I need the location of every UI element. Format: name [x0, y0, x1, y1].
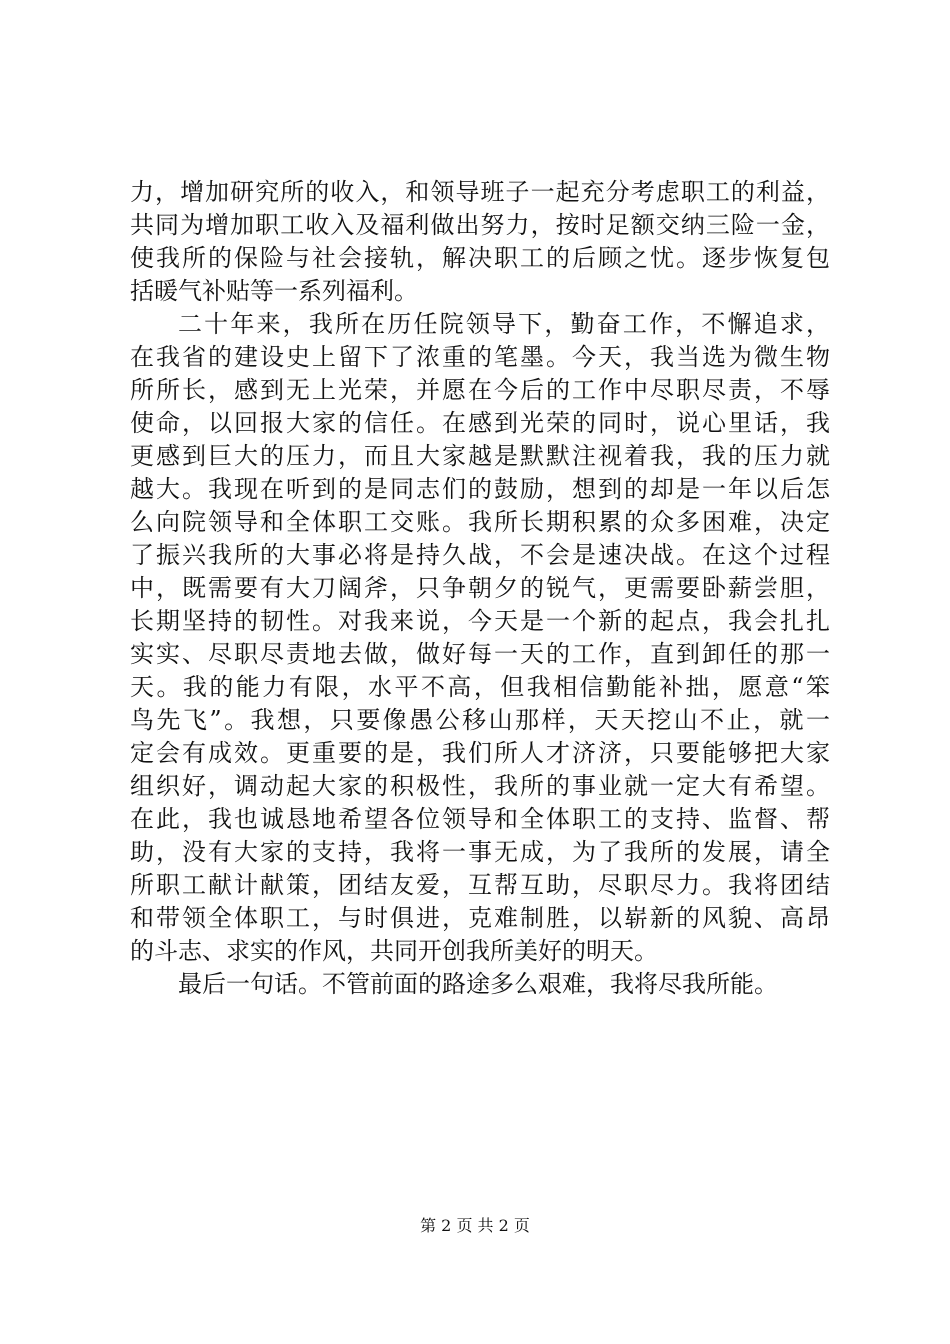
paragraph-2-line: 鸟先飞”。我想，只要像愚公移山那样，天天挖山不止，就一 [130, 706, 830, 734]
paragraph-2-line: 定会有成效。更重要的是，我们所人才济济，只要能够把大家 [130, 739, 830, 767]
page-footer [0, 1216, 950, 1236]
paragraph-2-line: 所职工献计献策，团结友爱，互帮互助，尽职尽力。我将团结 [130, 871, 830, 899]
body-text [130, 176, 830, 1001]
paragraph-2-line: 的斗志、求实的作风，共同开创我所美好的明天。 [130, 937, 658, 965]
paragraph-2-line: 更感到巨大的压力，而且大家越是默默注视着我，我的压力就 [130, 442, 830, 470]
paragraph-2-line: 助，没有大家的支持，我将一事无成，为了我所的发展，请全 [130, 838, 830, 866]
paragraph-1-line: 括暖气补贴等一系列福利。 [130, 277, 418, 305]
paragraph-2-line: 和带领全体职工，与时俱进，克难制胜，以崭新的风貌、高昂 [130, 904, 830, 932]
paragraph-1-line: 共同为增加职工收入及福利做出努力，按时足额交纳三险一金， [130, 211, 830, 239]
paragraph-2-line: 天。我的能力有限，水平不高，但我相信勤能补拙，愿意“笨 [130, 673, 830, 701]
paragraph-2-line: 越大。我现在听到的是同志们的鼓励，想到的却是一年以后怎 [130, 475, 830, 503]
paragraph-2-line: 么向院领导和全体职工交账。我所长期积累的众多困难，决定 [130, 508, 830, 536]
paragraph-2-line: 了振兴我所的大事必将是持久战，不会是速决战。在这个过程 [130, 541, 830, 569]
paragraph-2-line: 实实、尽职尽责地去做，做好每一天的工作，直到卸任的那一 [130, 640, 830, 668]
paragraph-2-line: 二十年来，我所在历任院领导下，勤奋工作，不懈追求， [178, 310, 830, 338]
paragraph-2-line: 在此，我也诚恳地希望各位领导和全体职工的支持、监督、帮 [130, 805, 830, 833]
page-number-label: 第 2 页 共 2 页 [420, 1216, 530, 1235]
paragraph-1-line: 使我所的保险与社会接轨，解决职工的后顾之忧。逐步恢复包 [130, 244, 830, 272]
paragraph-2-line: 所所长，感到无上光荣，并愿在今后的工作中尽职尽责，不辱 [130, 376, 830, 404]
paragraph-2-line: 长期坚持的韧性。对我来说，今天是一个新的起点，我会扎扎 [130, 607, 830, 635]
paragraph-2-line: 在我省的建设史上留下了浓重的笔墨。今天，我当选为微生物 [130, 343, 830, 371]
paragraph-3-line: 最后一句话。不管前面的路途多么艰难，我将尽我所能。 [178, 970, 778, 998]
paragraph-2-line: 组织好，调动起大家的积极性，我所的事业就一定大有希望。 [130, 772, 830, 800]
paragraph-2-line: 使命，以回报大家的信任。在感到光荣的同时，说心里话，我 [130, 409, 830, 437]
paragraph-2-line: 中，既需要有大刀阔斧，只争朝夕的锐气，更需要卧薪尝胆， [130, 574, 830, 602]
paragraph-1-line: 力，增加研究所的收入，和领导班子一起充分考虑职工的利益， [130, 178, 830, 206]
